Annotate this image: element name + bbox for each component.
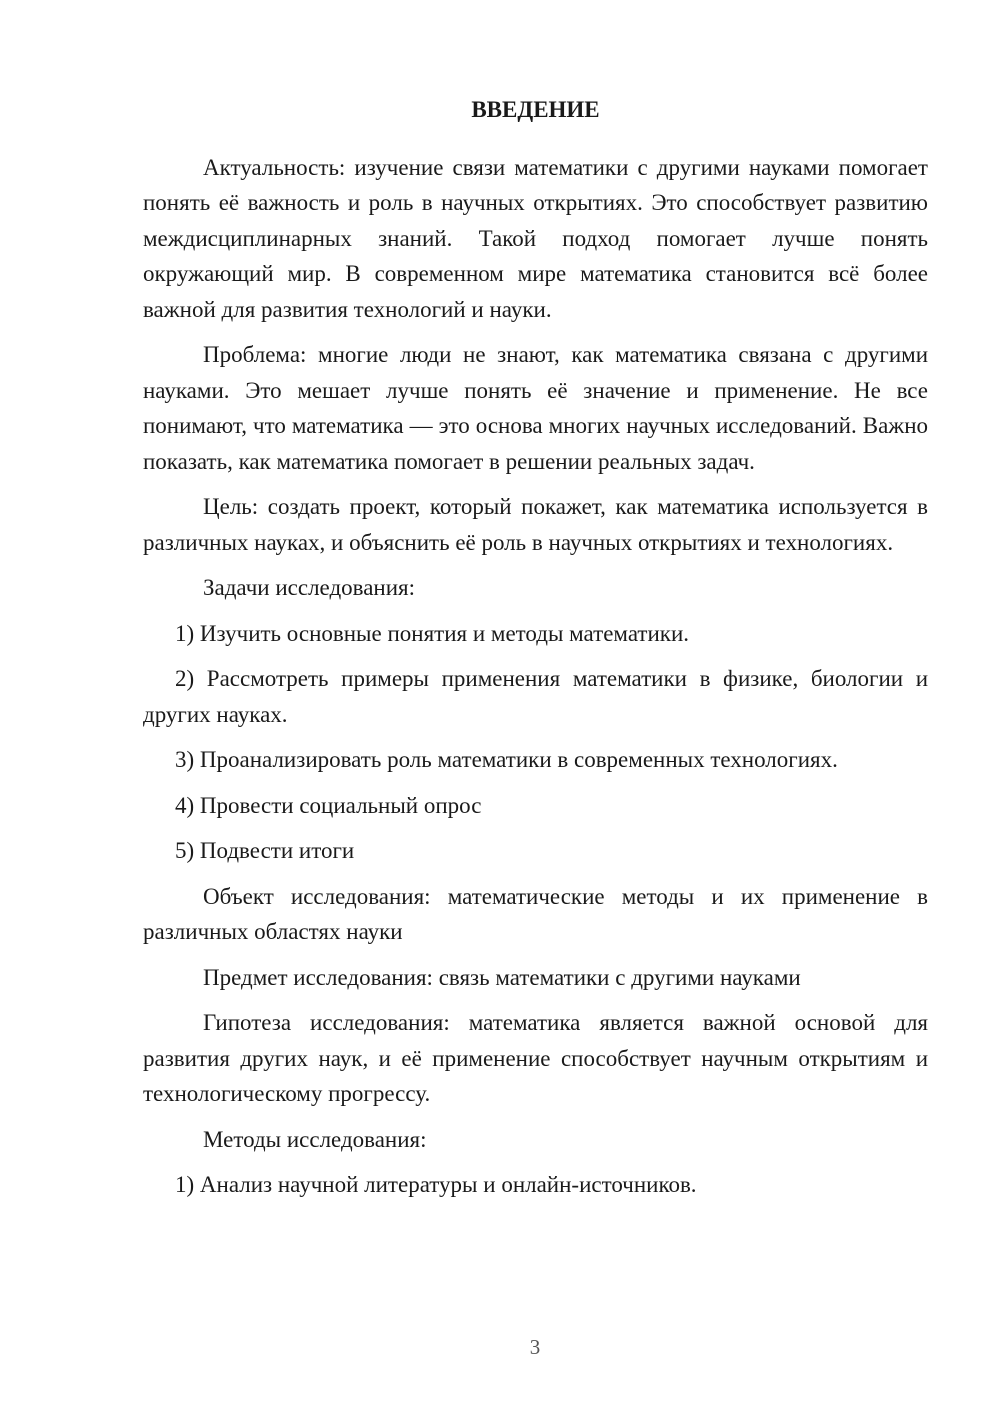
page-title: ВВЕДЕНИЕ — [471, 97, 600, 122]
paragraph-subject: Предмет исследования: связь математики с другими науками — [203, 964, 801, 990]
tasks-heading: Задачи исследования: — [203, 575, 416, 600]
list-item-task-3: 3) Проанализировать роль математики в современных технологиях. — [175, 747, 838, 772]
paragraph-goal: Цель: создать проект, который покажет, как математика используется в различных науках, и объяснить её роль в научных открытиях и технологиях. — [143, 494, 928, 555]
page-number: 3 — [529, 1335, 541, 1359]
list-item-method-1: 1) Анализ научной литературы и онлайн-источников. — [175, 1172, 697, 1197]
list-item-task-5: 5) Подвести итоги — [175, 838, 355, 863]
list-item-task-2: 2) Рассмотреть примеры применения математики в физике, биологии и других науках. — [143, 666, 928, 727]
methods-heading: Методы исследования: — [203, 1126, 427, 1152]
paragraph-problem: Проблема: многие люди не знают, как математика связана с другими науками. Это мешает лучше понять её значение и применение. Не все понимают, что математика — это основа многих научных исследований. Важно показать, как математика помогает в решении реальных задач. — [143, 342, 928, 474]
page-content — [143, 92, 928, 1213]
list-item-task-1: 1) Изучить основные понятия и методы математики. — [175, 620, 690, 646]
paragraph-hypothesis: Гипотеза исследования: математика является важной основой для развития других наук, и её применение способствует научным открытиям и технологическому прогрессу. — [143, 1010, 928, 1106]
paragraph-relevance: Актуальность: изучение связи математики с другими науками помогает понять её важность и роль в научных открытиях. Это способствует развитию междисциплинарных знаний. Такой подход помогает лучше понять окружающий мир. В современном мире математика становится всё более важной для развития технологий и науки. — [143, 154, 928, 322]
list-item-task-4: 4) Провести социальный опрос — [175, 792, 482, 818]
paragraph-object: Объект исследования: математические методы и их применение в различных областях науки — [143, 883, 928, 944]
